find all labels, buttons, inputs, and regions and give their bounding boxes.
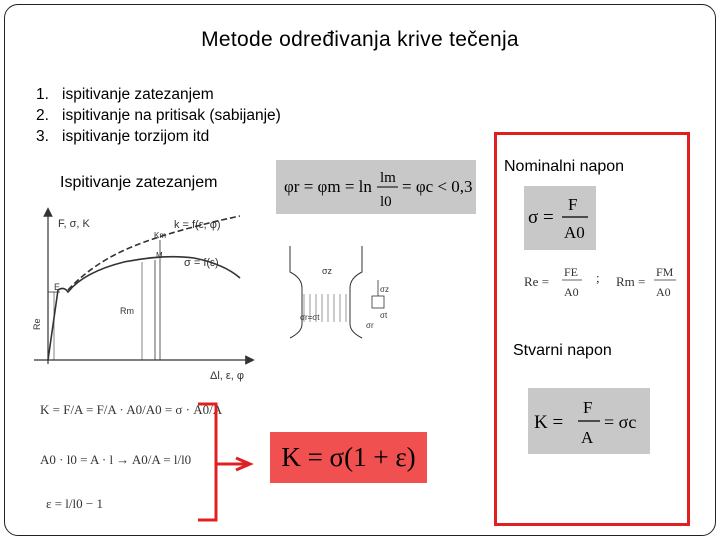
rm-num: FM xyxy=(656,265,674,279)
list-item xyxy=(36,105,281,126)
x-axis-label: Δl, ε, φ xyxy=(210,370,245,382)
list-item xyxy=(36,84,281,105)
re-label: Re xyxy=(32,318,42,330)
derivation-row-3: ε = l/l0 − 1 xyxy=(46,496,103,511)
specimen-sz-label: σz xyxy=(322,266,333,276)
rm-den: A0 xyxy=(656,285,671,299)
true-stress-relation-box xyxy=(270,432,427,483)
re-lhs: Re = xyxy=(524,274,550,289)
strain-den: l0 xyxy=(380,194,392,210)
y-axis-label: F, σ, K xyxy=(58,218,90,230)
nominal-stress-formula xyxy=(524,186,596,250)
engineering-curve-label: σ = f(ε) xyxy=(184,257,219,269)
true-stress-label: Stvarni napon xyxy=(513,342,612,359)
list-text: ispitivanje na pritisak (sabijanje) xyxy=(62,107,281,124)
rm-label: Rm xyxy=(120,306,134,316)
tension-heading: Ispitivanje zatezanjem xyxy=(60,174,218,191)
list-number: 2. xyxy=(36,107,49,124)
k-den: A xyxy=(581,428,594,447)
true-curve-label: k = f(ε, φ) xyxy=(174,219,221,231)
list-text: ispitivanje zatezanjem xyxy=(62,86,214,103)
specimen-diagram xyxy=(282,238,392,348)
k-num: F xyxy=(583,398,593,417)
strain-rhs: = φc < 0,3 xyxy=(402,177,473,196)
rm-lhs: Rm = xyxy=(616,274,646,289)
sigma-lhs: σ = xyxy=(528,207,554,228)
element-sr-label: σr xyxy=(366,321,374,330)
list-text: ispitivanje torzijom itd xyxy=(62,128,210,145)
point-km-label: Km xyxy=(154,231,166,240)
true-stress-formula xyxy=(528,388,650,454)
strain-num: lm xyxy=(380,170,396,186)
re-num: FE xyxy=(564,265,579,279)
strain-formula-svg xyxy=(276,160,476,214)
sigma-den: A0 xyxy=(564,223,585,242)
derivation-row-2: A0 · l0 = A · l → A0/A = l/l0 xyxy=(40,452,192,467)
separator: ; xyxy=(596,270,600,285)
k-lhs: K = xyxy=(534,412,564,433)
red-bracket xyxy=(192,398,272,528)
true-stress-relation: K = σ(1 + ε) xyxy=(281,442,416,472)
element-sz-label: σz xyxy=(380,285,389,294)
list-number: 1. xyxy=(36,86,49,103)
methods-list xyxy=(36,84,281,147)
point-m-label: M xyxy=(156,251,163,260)
k-rhs: = σc xyxy=(604,412,637,432)
derivation-row-1: K = F/A = F/A · A0/A0 = σ · A0/A xyxy=(40,402,223,417)
slide-title: Metode određivanja krive tečenja xyxy=(201,28,519,51)
specimen-sr-st-label: σr=σt xyxy=(300,313,320,322)
re-den: A0 xyxy=(564,285,579,299)
nominal-stress-label: Nominalni napon xyxy=(504,158,625,175)
list-item xyxy=(36,126,281,147)
element-st-label: σt xyxy=(380,311,388,320)
strain-condition-formula xyxy=(276,160,476,214)
point-e-label: E xyxy=(54,282,61,292)
strain-lhs: φr = φm = ln xyxy=(284,177,372,196)
sigma-num: F xyxy=(568,195,578,214)
engineering-curve xyxy=(48,257,240,360)
list-number: 3. xyxy=(36,128,49,145)
re-rm-formulas xyxy=(524,258,684,306)
stress-strain-graph xyxy=(24,206,260,386)
